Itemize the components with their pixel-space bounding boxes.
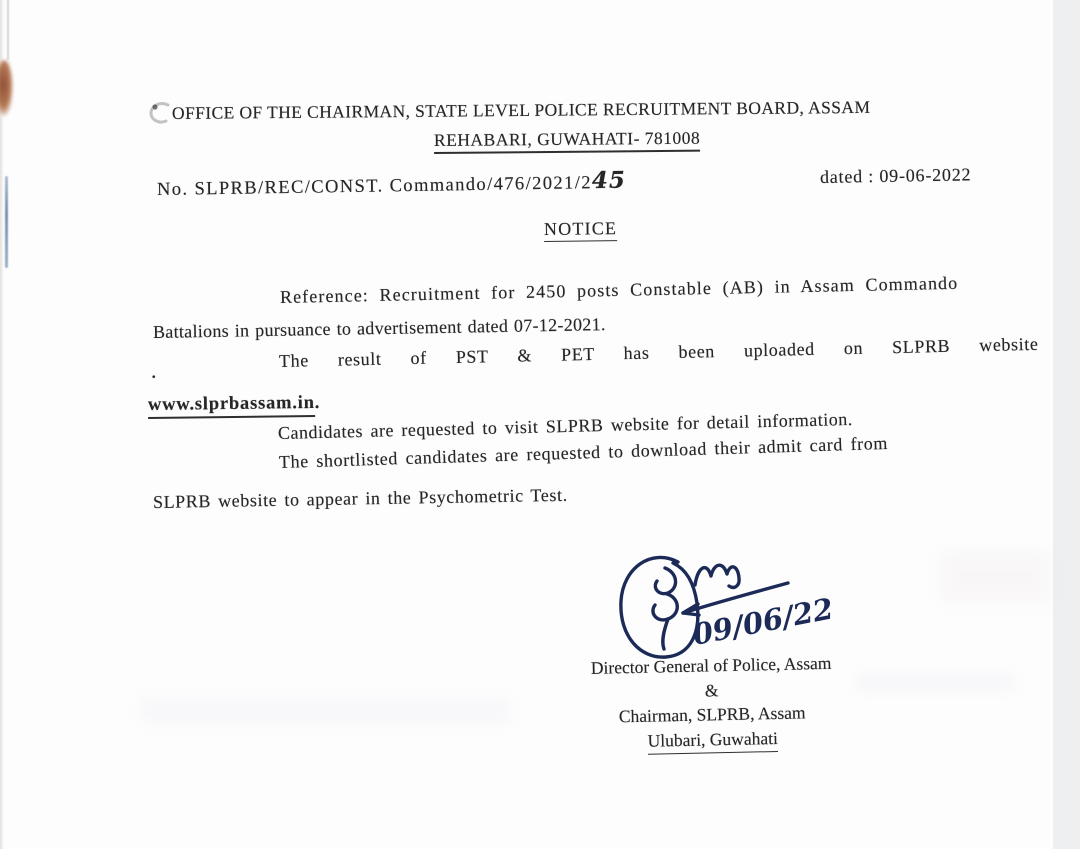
body-line-candidates: Candidates are requested to visit SLPRB website for detail information. <box>277 408 853 443</box>
signatory-title-2: Chairman, SLPRB, Assam <box>618 702 806 727</box>
notice-title <box>544 218 617 242</box>
office-address-text: REHABARI, GUWAHATI- 781008 <box>434 128 700 154</box>
ink-smudge <box>0 60 13 116</box>
signatory-ampersand: & <box>704 679 719 700</box>
reference-number <box>157 167 626 201</box>
faint-smudge <box>940 552 1050 602</box>
reference-number-handwritten: 45 <box>591 166 627 195</box>
signature-handwritten-date: 09/06/22 <box>689 591 836 652</box>
body-line-shortlisted: The shortlisted candidates are requested to download their admit card from <box>278 432 889 472</box>
signatory-location-text: Ulubari, Guwahati <box>647 725 778 754</box>
office-address <box>434 128 700 154</box>
website-line <box>148 393 320 419</box>
scan-edge-line <box>7 0 9 60</box>
website-link: www.slprbassam.in <box>148 393 315 419</box>
scan-edge-line-blue <box>5 176 8 268</box>
signatory-title-1: Director General of Police, Assam <box>590 652 832 678</box>
body-line-battalions: Battalions in pursuance to advertisement dated 07-12-2021. <box>152 314 606 342</box>
faint-smudge <box>140 698 510 724</box>
page-left-edge-shadow <box>0 0 4 849</box>
signatory-block <box>537 650 887 757</box>
office-header: OFFICE OF THE CHAIRMAN, STATE LEVEL POLICE RECRUITMENT BOARD, ASSAM <box>171 96 871 123</box>
date-line: dated : 09-06-2022 <box>819 164 972 187</box>
website-period: . <box>314 392 321 413</box>
stray-period-mark: . <box>151 358 157 383</box>
photo-right-edge <box>1053 0 1080 849</box>
notice-title-text: NOTICE <box>544 218 617 242</box>
reference-number-printed: No. SLPRB/REC/CONST. Commando/476/2021/2 <box>156 173 593 200</box>
body-line-result: The result of PST & PET has been uploaded on SLPRB website <box>278 333 1039 371</box>
body-line-reference: Reference: Recruitment for 2450 posts Constable (AB) in Assam Commando <box>279 272 959 307</box>
body-line-psychometric: SLPRB website to appear in the Psychometric Test. <box>152 484 568 512</box>
